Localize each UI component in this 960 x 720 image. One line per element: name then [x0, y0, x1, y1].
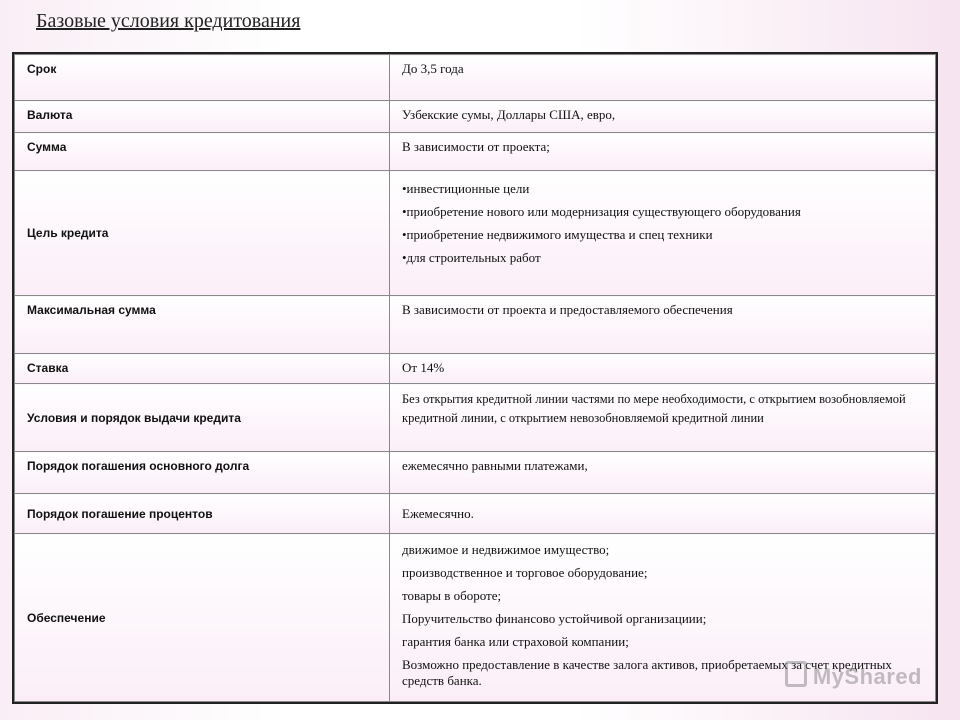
row-label: Валюта: [15, 101, 390, 133]
row-value: [390, 296, 936, 354]
row-label: Максимальная сумма: [15, 296, 390, 354]
table-row: [15, 354, 936, 384]
row-value: [390, 133, 936, 171]
value-line: производственное и торговое оборудование;: [402, 565, 648, 580]
value-line: От 14%: [402, 360, 445, 375]
value-line: ежемесячно равными платежами,: [402, 458, 588, 473]
table-row: [15, 452, 936, 494]
row-label: Срок: [15, 55, 390, 101]
row-label: Ставка: [15, 354, 390, 384]
table-row: [15, 171, 936, 296]
value-line: В зависимости от проекта;: [402, 139, 550, 154]
value-line: гарантия банка или страховой компании;: [402, 634, 629, 649]
row-label: Условия и порядок выдачи кредита: [15, 384, 390, 452]
value-line: •приобретение недвижимого имущества и спец техники: [402, 227, 713, 242]
conditions-table: [14, 54, 936, 702]
value-line: •инвестиционные цели: [402, 181, 530, 196]
value-line: Без открытия кредитной линии частями по мере необходимости, с открытием возобновляемой кредитной линии, с открытием невозобновляемой кредитной линии: [402, 392, 906, 425]
value-line: Узбекские сумы, Доллары США, евро,: [402, 107, 616, 122]
row-label: Обеспечение: [15, 534, 390, 702]
table-row: [15, 296, 936, 354]
table-row: [15, 494, 936, 534]
row-label: Порядок погашение процентов: [15, 494, 390, 534]
row-value: [390, 494, 936, 534]
row-label: Порядок погашения основного долга: [15, 452, 390, 494]
row-value: [390, 452, 936, 494]
value-line: До 3,5 года: [402, 61, 464, 76]
value-line: В зависимости от проекта и предоставляемого обеспечения: [402, 302, 733, 317]
page-title: Базовые условия кредитования: [36, 10, 301, 32]
table-row: [15, 133, 936, 171]
value-line: •приобретение нового или модернизация существующего оборудования: [402, 204, 801, 219]
table-row: [15, 384, 936, 452]
value-line: Поручительство финансово устойчивой организациии;: [402, 611, 707, 626]
row-label: Цель кредита: [15, 171, 390, 296]
value-line: Возможно предоставление в качестве залога активов, приобретаемых за счет кредитных средств банка.: [402, 657, 892, 688]
value-line: движимое и недвижимое имущество;: [402, 542, 610, 557]
table-row: [15, 101, 936, 133]
row-value: [390, 171, 936, 296]
conditions-table-frame: [12, 52, 938, 704]
logo-icon: [785, 661, 807, 687]
row-label: Сумма: [15, 133, 390, 171]
row-value: [390, 384, 936, 452]
watermark-text: MyShared: [812, 664, 922, 689]
value-line: товары в обороте;: [402, 588, 502, 603]
row-value: [390, 354, 936, 384]
value-line: Ежемесячно.: [402, 505, 474, 521]
row-value: [390, 101, 936, 133]
watermark: [785, 661, 922, 690]
value-line: •для строительных работ: [402, 250, 541, 265]
row-value: [390, 55, 936, 101]
table-row: [15, 55, 936, 101]
